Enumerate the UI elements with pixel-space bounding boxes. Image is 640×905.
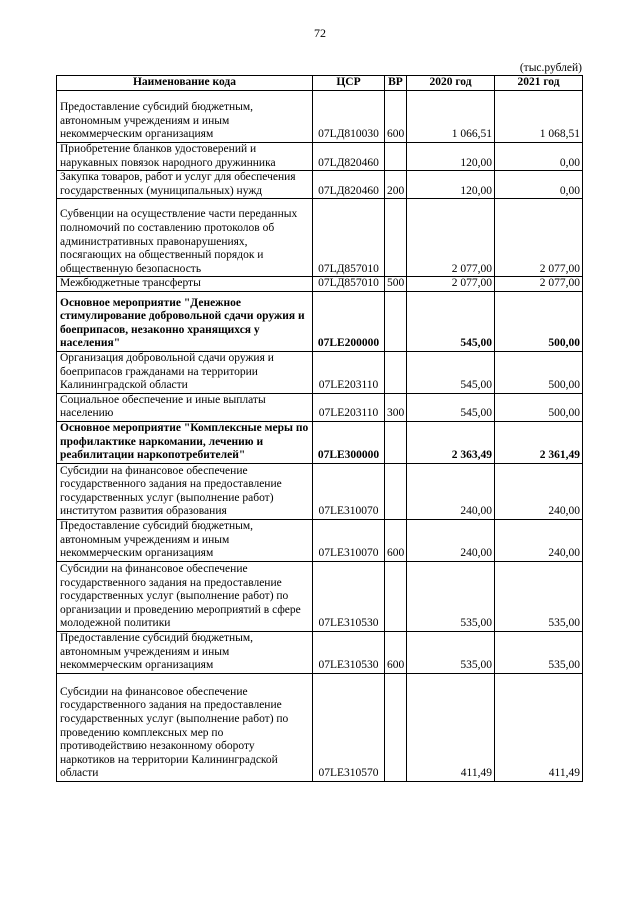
page-number: 72 bbox=[314, 26, 326, 40]
cell-2020: 535,00 bbox=[407, 561, 495, 631]
cell-2021: 2 077,00 bbox=[495, 277, 583, 292]
budget-table bbox=[56, 75, 583, 782]
cell-name: Межбюджетные трансферты bbox=[57, 277, 313, 292]
cell-2021: 535,00 bbox=[495, 631, 583, 673]
cell-name: Социальное обеспечение и иные выплаты населению bbox=[57, 393, 313, 421]
cell-vr bbox=[385, 199, 407, 277]
cell-csr: 07LE203110 bbox=[313, 351, 385, 393]
header-2020: 2020 год bbox=[407, 76, 495, 91]
cell-2020: 2 363,49 bbox=[407, 421, 495, 463]
cell-vr bbox=[385, 421, 407, 463]
table-row bbox=[57, 519, 583, 561]
cell-name: Предоставление субсидий бюджетным, автономным учреждениям и иным некоммерческим организациям bbox=[57, 631, 313, 673]
cell-name: Приобретение бланков удостоверений и нарукавных повязок народного дружинника bbox=[57, 143, 313, 171]
cell-vr bbox=[385, 561, 407, 631]
header-vr: ВР bbox=[385, 76, 407, 91]
cell-2021: 1 068,51 bbox=[495, 91, 583, 143]
table-row bbox=[57, 561, 583, 631]
cell-vr: 600 bbox=[385, 91, 407, 143]
cell-vr: 300 bbox=[385, 393, 407, 421]
units-note: (тыс.рублей) bbox=[519, 62, 582, 74]
header-csr: ЦСР bbox=[313, 76, 385, 91]
table-row bbox=[57, 393, 583, 421]
cell-2020: 1 066,51 bbox=[407, 91, 495, 143]
cell-2020: 545,00 bbox=[407, 351, 495, 393]
cell-2020: 545,00 bbox=[407, 291, 495, 351]
cell-csr: 07LE310070 bbox=[313, 463, 385, 519]
table-row bbox=[57, 351, 583, 393]
table-row bbox=[57, 143, 583, 171]
cell-csr: 07LE300000 bbox=[313, 421, 385, 463]
header-name: Наименование кода bbox=[57, 76, 313, 91]
cell-csr: 07LД820460 bbox=[313, 171, 385, 199]
cell-2021: 535,00 bbox=[495, 561, 583, 631]
cell-csr: 07LД857010 bbox=[313, 277, 385, 292]
cell-2020: 240,00 bbox=[407, 463, 495, 519]
table-row bbox=[57, 421, 583, 463]
table-row bbox=[57, 463, 583, 519]
cell-name: Организация добровольной сдачи оружия и боеприпасов гражданами на территории Калининградской области bbox=[57, 351, 313, 393]
cell-2021: 240,00 bbox=[495, 463, 583, 519]
cell-vr bbox=[385, 351, 407, 393]
cell-name: Субсидии на финансовое обеспечение государственного задания на предоставление государственных услуг (выполнение работ) по организации и проведению мероприятий в сфере молодежной политики bbox=[57, 561, 313, 631]
cell-csr: 07LД820460 bbox=[313, 143, 385, 171]
cell-2020: 411,49 bbox=[407, 673, 495, 781]
cell-name: Основное мероприятие "Денежное стимулирование добровольной сдачи оружия и боеприпасов, незаконно хранящихся у населения" bbox=[57, 291, 313, 351]
cell-2021: 240,00 bbox=[495, 519, 583, 561]
cell-vr bbox=[385, 291, 407, 351]
cell-vr bbox=[385, 463, 407, 519]
cell-2020: 120,00 bbox=[407, 143, 495, 171]
cell-vr bbox=[385, 673, 407, 781]
cell-csr: 07LE203110 bbox=[313, 393, 385, 421]
cell-vr: 500 bbox=[385, 277, 407, 292]
cell-2021: 0,00 bbox=[495, 143, 583, 171]
cell-2021: 500,00 bbox=[495, 351, 583, 393]
cell-2020: 240,00 bbox=[407, 519, 495, 561]
cell-name: Предоставление субсидий бюджетным, автономным учреждениям и иным некоммерческим организациям bbox=[57, 519, 313, 561]
cell-name: Основное мероприятие "Комплексные меры по профилактике наркомании, лечению и реабилитации наркопотребителей" bbox=[57, 421, 313, 463]
cell-2021: 0,00 bbox=[495, 171, 583, 199]
cell-csr: 07LE310530 bbox=[313, 561, 385, 631]
table-row bbox=[57, 199, 583, 277]
table-row bbox=[57, 673, 583, 781]
cell-vr: 200 bbox=[385, 171, 407, 199]
cell-name: Закупка товаров, работ и услуг для обеспечения государственных (муниципальных) нужд bbox=[57, 171, 313, 199]
cell-vr bbox=[385, 143, 407, 171]
cell-csr: 07LE200000 bbox=[313, 291, 385, 351]
cell-name: Субвенции на осуществление части переданных полномочий по составлению протоколов об административных правонарушениях, посягающих на общественный порядок и общественную безопасность bbox=[57, 199, 313, 277]
cell-2020: 2 077,00 bbox=[407, 199, 495, 277]
table-row bbox=[57, 291, 583, 351]
cell-name: Субсидии на финансовое обеспечение государственного задания на предоставление государственных услуг (выполнение работ) институтом развития образования bbox=[57, 463, 313, 519]
cell-2021: 2 077,00 bbox=[495, 199, 583, 277]
cell-2021: 500,00 bbox=[495, 291, 583, 351]
cell-2021: 500,00 bbox=[495, 393, 583, 421]
cell-2021: 2 361,49 bbox=[495, 421, 583, 463]
cell-vr: 600 bbox=[385, 631, 407, 673]
table-body bbox=[57, 91, 583, 782]
cell-2020: 120,00 bbox=[407, 171, 495, 199]
table-row bbox=[57, 277, 583, 292]
table-row bbox=[57, 631, 583, 673]
cell-2020: 545,00 bbox=[407, 393, 495, 421]
cell-2020: 2 077,00 bbox=[407, 277, 495, 292]
cell-csr: 07LД857010 bbox=[313, 199, 385, 277]
cell-2020: 535,00 bbox=[407, 631, 495, 673]
cell-vr: 600 bbox=[385, 519, 407, 561]
table-row bbox=[57, 171, 583, 199]
cell-csr: 07LE310070 bbox=[313, 519, 385, 561]
table-header-row bbox=[57, 76, 583, 91]
header-2021: 2021 год bbox=[495, 76, 583, 91]
cell-name: Субсидии на финансовое обеспечение государственного задания на предоставление государственных услуг (выполнение работ) по проведению комплексных мер по противодействию незаконному обороту наркотиков на территории Калининградской области bbox=[57, 673, 313, 781]
cell-csr: 07LE310530 bbox=[313, 631, 385, 673]
cell-name: Предоставление субсидий бюджетным, автономным учреждениям и иным некоммерческим организациям bbox=[57, 91, 313, 143]
cell-csr: 07LE310570 bbox=[313, 673, 385, 781]
table-row bbox=[57, 91, 583, 143]
cell-2021: 411,49 bbox=[495, 673, 583, 781]
cell-csr: 07LД810030 bbox=[313, 91, 385, 143]
